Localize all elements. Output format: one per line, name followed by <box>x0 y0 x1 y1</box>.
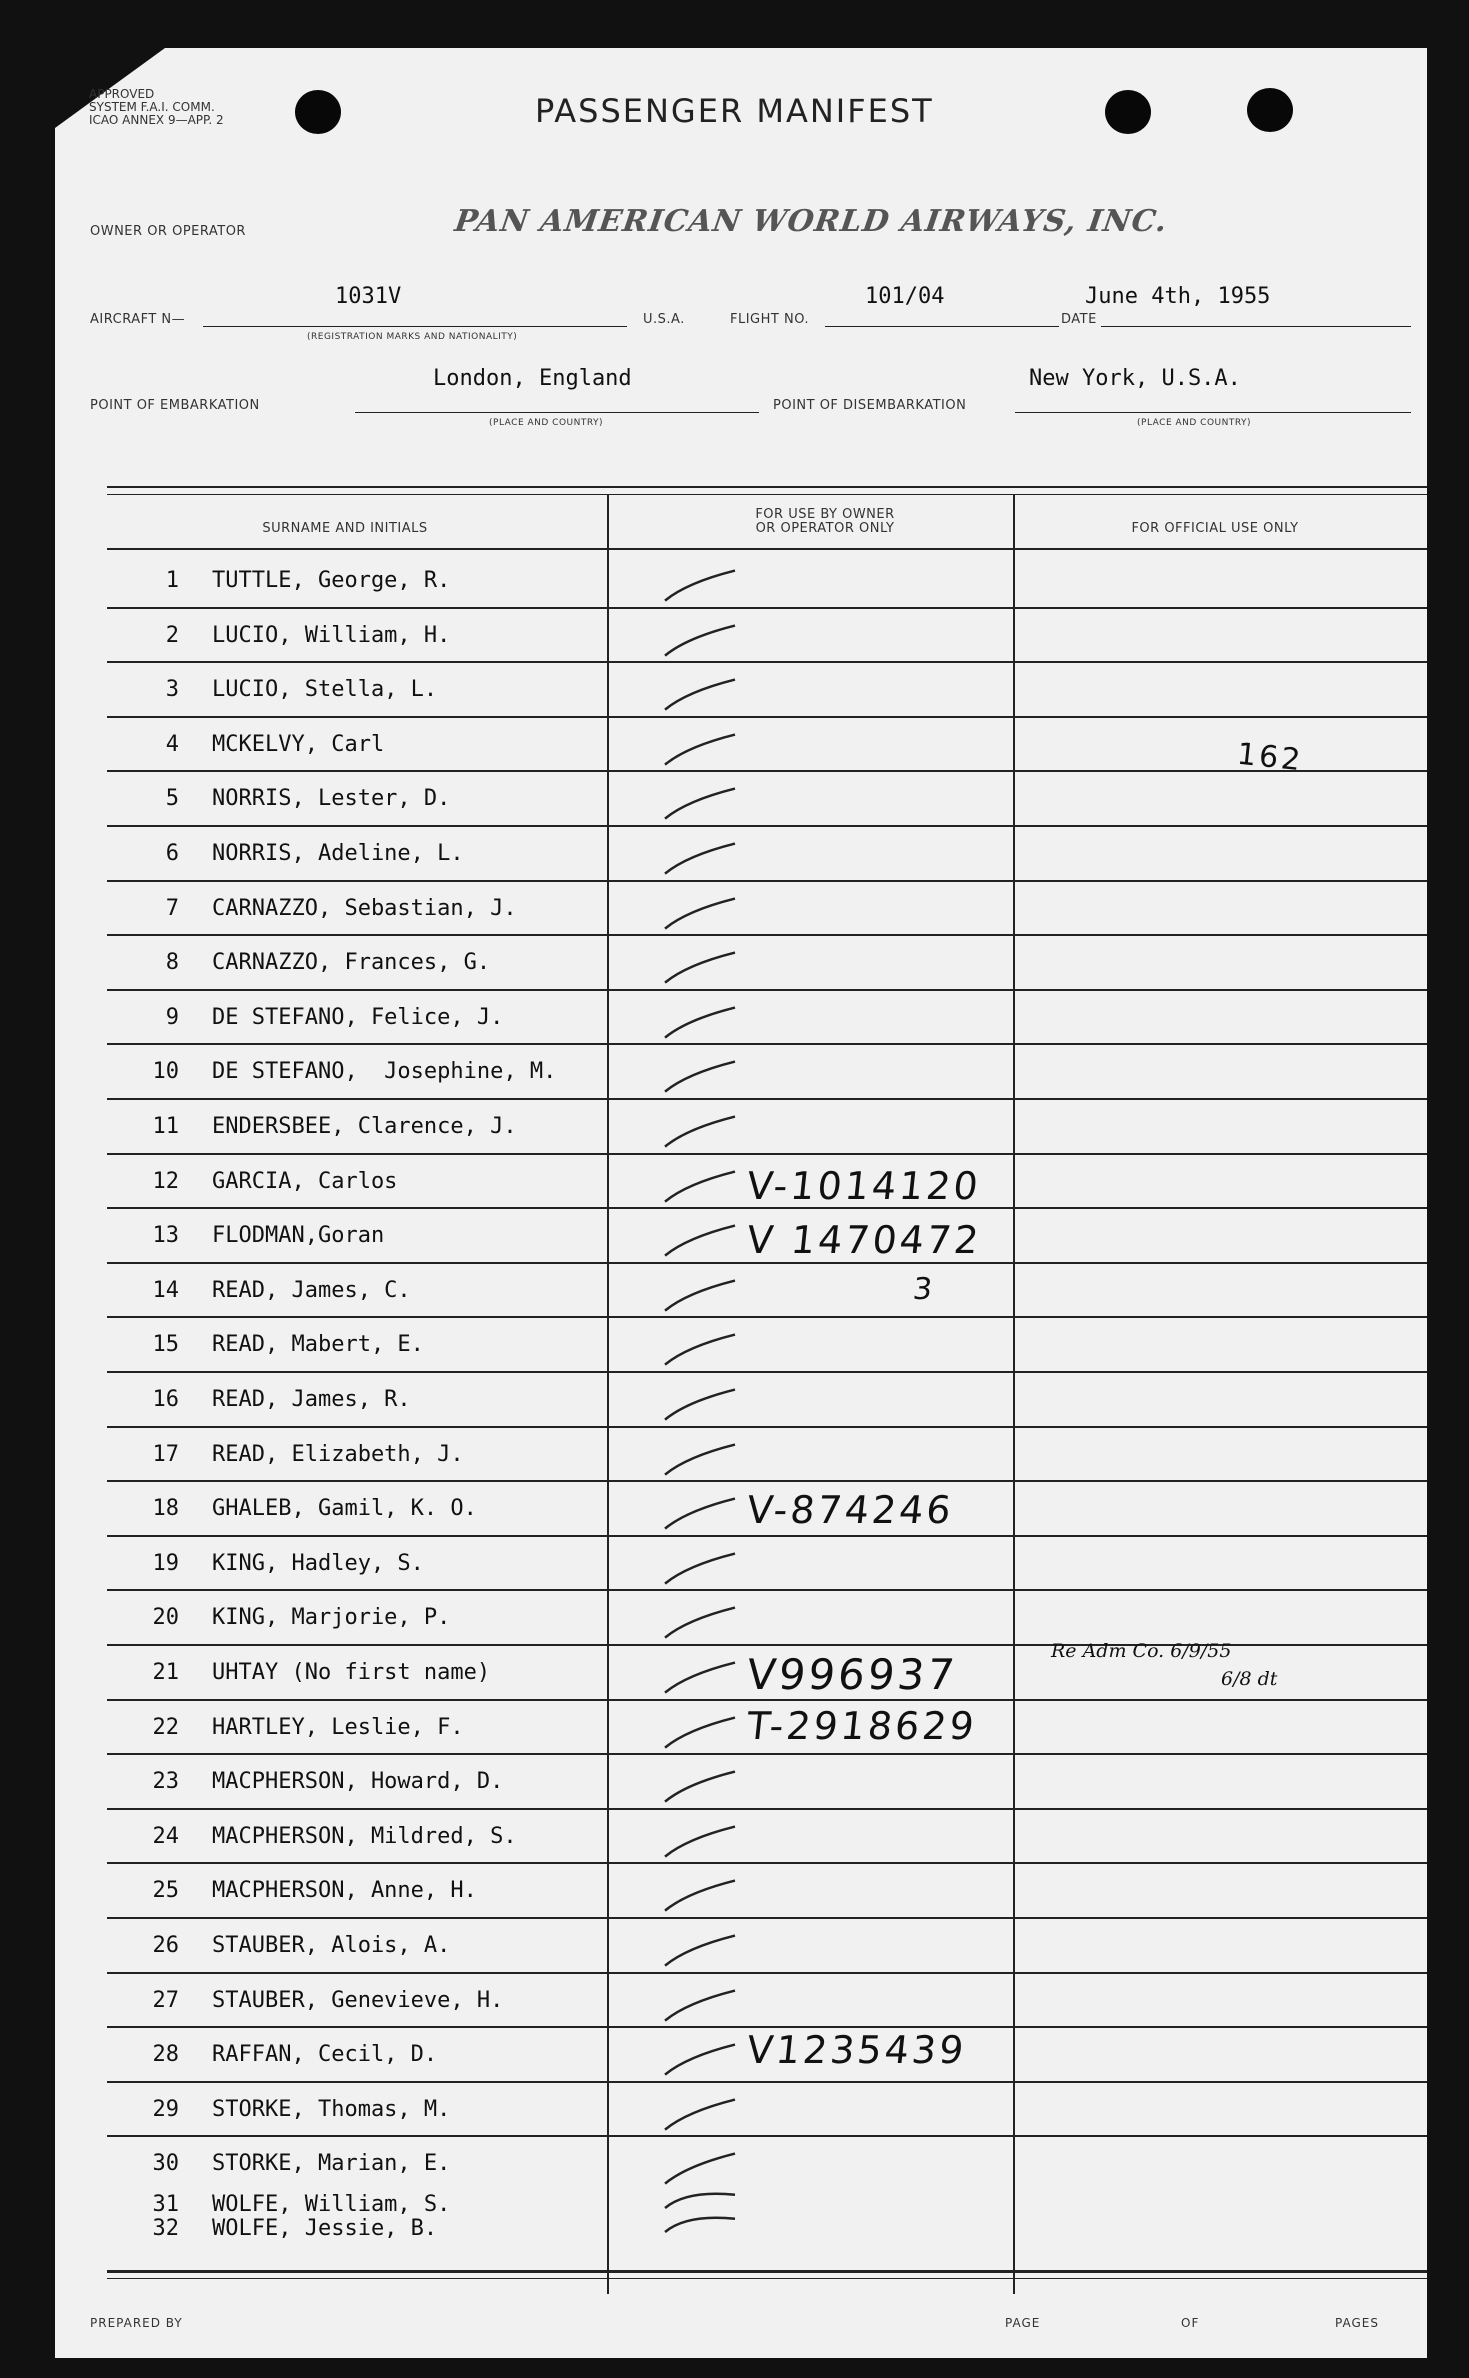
passenger-name: STAUBER, Alois, A. <box>212 1933 451 1958</box>
passenger-number: 6 <box>165 841 179 866</box>
passenger-number: 21 <box>152 1660 179 1685</box>
table-row <box>107 882 1427 937</box>
passenger-number: 13 <box>152 1223 179 1249</box>
passenger-name: WOLFE, William, S. <box>212 2192 451 2217</box>
disembarkation-label: POINT OF DISEMBARKATION <box>773 398 967 413</box>
official-use-header: FOR OFFICIAL USE ONLY <box>1131 521 1299 536</box>
table-row <box>107 2137 1427 2192</box>
passenger-number: 28 <box>152 2042 179 2068</box>
passenger-name: READ, James, R. <box>212 1387 411 1412</box>
passenger-name: MACPHERSON, Howard, D. <box>212 1769 504 1795</box>
flight-label: FLIGHT NO. <box>730 312 810 327</box>
table-top-rule <box>107 486 1427 488</box>
passenger-name: UHTAY (No first name) <box>212 1660 491 1685</box>
page-label: PAGE <box>1005 2316 1041 2330</box>
place-note-1: (PLACE AND COUNTRY) <box>489 418 604 428</box>
passenger-name: GHALEB, Gamil, K. O. <box>212 1496 477 1522</box>
passenger-number: 26 <box>152 1933 179 1958</box>
table-bottom-rule <box>107 2270 1427 2273</box>
aircraft-underline <box>203 326 627 327</box>
table-row <box>107 2216 1427 2240</box>
disembarkation-value: New York, U.S.A. <box>1029 366 1241 391</box>
passenger-number: 32 <box>152 2216 179 2241</box>
aircraft-value: 1031V <box>335 284 402 309</box>
owner-label: OWNER OR OPERATOR <box>90 224 246 239</box>
embarkation-underline <box>355 412 759 413</box>
table-row <box>107 1591 1427 1646</box>
passenger-number: 25 <box>152 1878 179 1904</box>
visa-note-18: V-874246 <box>744 1488 956 1532</box>
visa-note-13: V 1470472 <box>744 1218 984 1262</box>
passenger-number: 14 <box>152 1277 179 1303</box>
flight-value: 101/04 <box>865 284 945 309</box>
table-row <box>107 609 1427 664</box>
visa-note-12: V-1014120 <box>744 1164 984 1208</box>
passenger-number: 19 <box>152 1550 179 1576</box>
passenger-name: CARNAZZO, Sebastian, J. <box>212 895 517 921</box>
prepared-by-label: PREPARED BY <box>90 2316 183 2330</box>
table-row <box>107 1373 1427 1428</box>
operator-name: PAN AMERICAN WORLD AIRWAYS, INC. <box>452 204 1170 239</box>
passenger-name: READ, Elizabeth, J. <box>212 1441 464 1467</box>
passenger-number: 23 <box>152 1769 179 1795</box>
passenger-number: 17 <box>152 1441 179 1467</box>
passenger-number: 24 <box>152 1823 179 1849</box>
passenger-number: 3 <box>165 677 179 703</box>
passenger-name: READ, James, C. <box>212 1277 411 1303</box>
disembarkation-underline <box>1015 412 1411 413</box>
table-row <box>107 1100 1427 1155</box>
manifest-sheet <box>55 48 1427 2358</box>
passenger-name: MCKELVY, Carl <box>212 731 385 757</box>
table-row <box>107 2083 1427 2138</box>
table-row <box>107 991 1427 1046</box>
passenger-number: 5 <box>165 786 179 812</box>
passenger-name: NORRIS, Adeline, L. <box>212 841 464 866</box>
passenger-name: MACPHERSON, Mildred, S. <box>212 1823 517 1849</box>
passenger-name: MACPHERSON, Anne, H. <box>212 1878 477 1904</box>
approval-note: APPROVED SYSTEM F.A.I. COMM. ICAO ANNEX 9—APP. 2 <box>89 87 224 127</box>
table-bottom-rule-2 <box>107 2278 1427 2279</box>
official-note-21b: 6/8 dt <box>1221 1668 1278 1690</box>
passenger-number: 4 <box>165 731 179 757</box>
passenger-name: WOLFE, Jessie, B. <box>212 2216 438 2241</box>
passenger-name: STORKE, Thomas, M. <box>212 2096 451 2122</box>
punch-hole <box>1105 90 1151 134</box>
passenger-number: 22 <box>152 1714 179 1740</box>
passenger-number: 27 <box>152 1987 179 2013</box>
passenger-name: DE STEFANO, Felice, J. <box>212 1004 504 1030</box>
aircraft-label: AIRCRAFT N— <box>90 312 186 327</box>
passenger-number: 8 <box>165 950 179 976</box>
embarkation-value: London, England <box>433 366 632 391</box>
passenger-number: 12 <box>152 1168 179 1194</box>
table-row <box>107 1318 1427 1373</box>
passenger-name: CARNAZZO, Frances, G. <box>212 950 491 976</box>
passenger-number: 9 <box>165 1004 179 1030</box>
table-row <box>107 554 1427 609</box>
owner-use-header: FOR USE BY OWNER OR OPERATOR ONLY <box>755 507 895 536</box>
punch-hole <box>1247 88 1293 132</box>
table-row <box>107 1919 1427 1974</box>
table-row <box>107 827 1427 882</box>
visa-note-28: V1235439 <box>744 2028 969 2072</box>
table-row <box>107 1974 1427 2029</box>
passenger-name: RAFFAN, Cecil, D. <box>212 2042 438 2068</box>
passenger-name: GARCIA, Carlos <box>212 1168 398 1194</box>
passenger-number: 31 <box>152 2192 179 2217</box>
passenger-name: HARTLEY, Leslie, F. <box>212 1714 464 1740</box>
passenger-name: STAUBER, Genevieve, H. <box>212 1987 504 2013</box>
passenger-number: 10 <box>152 1059 179 1085</box>
table-row <box>107 718 1427 773</box>
passenger-number: 29 <box>152 2096 179 2122</box>
passenger-number: 20 <box>152 1605 179 1631</box>
passenger-name: LUCIO, Stella, L. <box>212 677 438 703</box>
mark-14: 3 <box>911 1272 937 1307</box>
passenger-number: 1 <box>165 568 179 593</box>
flight-underline <box>825 326 1059 327</box>
table-row <box>107 1810 1427 1865</box>
passenger-number: 2 <box>165 622 179 648</box>
passenger-number: 11 <box>152 1114 179 1139</box>
table-row <box>107 2192 1427 2216</box>
visa-note-21: V996937 <box>744 1650 960 1699</box>
punch-hole <box>295 90 341 134</box>
passenger-name: KING, Hadley, S. <box>212 1550 424 1576</box>
pages-label: PAGES <box>1335 2316 1379 2330</box>
table-row <box>107 663 1427 718</box>
table-row <box>107 936 1427 991</box>
passenger-name: TUTTLE, George, R. <box>212 568 451 593</box>
check-mark-icon <box>657 2216 777 2250</box>
visa-note-22: T-2918629 <box>744 1704 979 1748</box>
passenger-number: 15 <box>152 1332 179 1358</box>
passenger-number: 18 <box>152 1496 179 1522</box>
passenger-name: DE STEFANO, Josephine, M. <box>212 1059 557 1085</box>
surname-header: SURNAME AND INITIALS <box>262 521 428 536</box>
passenger-name: READ, Mabert, E. <box>212 1332 424 1358</box>
table-row <box>107 1864 1427 1919</box>
registration-note: (REGISTRATION MARKS AND NATIONALITY) <box>307 332 518 342</box>
passenger-name: FLODMAN,Goran <box>212 1223 385 1249</box>
table-row <box>107 1537 1427 1592</box>
page-title: PASSENGER MANIFEST <box>535 92 934 130</box>
passenger-number: 7 <box>165 895 179 921</box>
passenger-number: 30 <box>152 2151 179 2177</box>
date-label: DATE <box>1061 312 1097 327</box>
official-note-4: 162 <box>1235 736 1305 779</box>
passenger-name: LUCIO, William, H. <box>212 622 451 648</box>
official-note-21a: Re Adm Co. 6/9/55 <box>1051 1640 1232 1662</box>
table-row <box>107 1428 1427 1483</box>
table-row <box>107 1755 1427 1810</box>
passenger-name: STORKE, Marian, E. <box>212 2151 451 2177</box>
table-row <box>107 772 1427 827</box>
of-label: OF <box>1181 2316 1200 2330</box>
table-row <box>107 1045 1427 1100</box>
passenger-name: KING, Marjorie, P. <box>212 1605 451 1631</box>
table-top-rule-2 <box>107 494 1427 495</box>
passenger-number: 16 <box>152 1387 179 1412</box>
embarkation-label: POINT OF EMBARKATION <box>90 398 260 413</box>
table-header-rule <box>107 548 1427 550</box>
passenger-name: ENDERSBEE, Clarence, J. <box>212 1114 517 1139</box>
date-value: June 4th, 1955 <box>1085 284 1271 309</box>
date-underline <box>1101 326 1411 327</box>
passenger-name: NORRIS, Lester, D. <box>212 786 451 812</box>
usa-label: U.S.A. <box>643 312 685 327</box>
table-row <box>107 1264 1427 1319</box>
place-note-2: (PLACE AND COUNTRY) <box>1137 418 1252 428</box>
